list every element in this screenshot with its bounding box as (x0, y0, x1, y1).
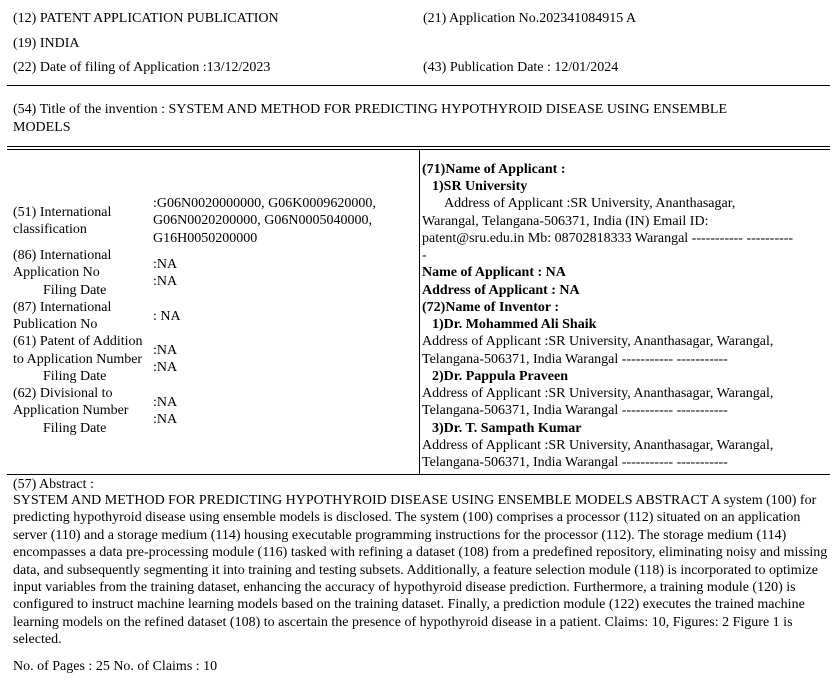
invention-title-line2: MODELS (13, 120, 71, 135)
field-86-value-2: :NA (153, 274, 178, 289)
column-divider (419, 149, 420, 474)
abstract-heading: (57) Abstract : (13, 477, 94, 492)
inventor-heading: (72)Name of Inventor : (422, 300, 559, 315)
header-divider (7, 85, 830, 86)
field-61-label: (61) Patent of Addition (13, 334, 143, 349)
inventor-2-address-line2: Telangana-506371, India Warangal ----------- ----------- (422, 403, 728, 418)
inventor-1-address-line2: Telangana-506371, India Warangal ----------- ----------- (422, 352, 728, 367)
field-51-label: (51) International (13, 205, 112, 220)
inventor-2-address-line1: Address of Applicant :SR University, Ananthasagar, Warangal, (422, 386, 774, 401)
inventor-2-name: 2)Dr. Pappula Praveen (432, 369, 568, 384)
field-86-label: (86) International (13, 248, 112, 263)
inventor-3-address-line1: Address of Applicant :SR University, Ananthasagar, Warangal, (422, 438, 774, 453)
applicant-address-line4: - (422, 248, 427, 263)
field-62-label-3: Filing Date (43, 421, 107, 436)
field-51-value-3: G16H0050200000 (153, 231, 258, 246)
field-87-value: : NA (153, 309, 181, 324)
field-87-label-2: Publication No (13, 317, 98, 332)
name-of-applicant-na: Name of Applicant : NA (422, 265, 566, 280)
publication-type: (12) PATENT APPLICATION PUBLICATION (13, 11, 279, 26)
applicant-heading: (71)Name of Applicant : (422, 162, 566, 177)
field-51-value-2: G06N0020200000, G06N0005040000, (153, 213, 372, 228)
invention-title-line1: (54) Title of the invention : SYSTEM AND METHOD FOR PREDICTING HYPOTHYROID DISEASE USING ENSEMBLE (13, 102, 728, 117)
applicant-address-line3: patent@sru.edu.in Mb: 08702818333 Warangal ----------- ---------- (422, 231, 794, 246)
inventor-3-name: 3)Dr. T. Sampath Kumar (432, 421, 582, 436)
field-86-value: :NA (153, 257, 178, 272)
abstract-divider (7, 474, 830, 475)
field-62-label: (62) Divisional to (13, 386, 113, 401)
field-61-value: :NA (153, 343, 178, 358)
field-86-label-3: Filing Date (43, 283, 107, 298)
field-61-label-2: to Application Number (13, 352, 143, 367)
inventor-1-name: 1)Dr. Mohammed Ali Shaik (432, 317, 597, 332)
field-86-label-2: Application No (13, 265, 100, 280)
applicant-address-line1: Address of Applicant :SR University, Ananthasagar, (444, 196, 736, 211)
abstract-body: SYSTEM AND METHOD FOR PREDICTING HYPOTHYROID DISEASE USING ENSEMBLE MODELS ABSTRACT A system (100) for predicting hypothyroid disease using ensemble models is disclosed. The system (100) comprises a processor (112) situated on an application server (110) and a storage medium (114) housing executable programming instructions for the processor (112). The storage medium (114) encompasses a data pre-processing module (116) tasked with refining a dataset (108) from a predefined repository, eliminating noisy and missing data, and subsequently segmenting it into training and testing subsets. Additionally, a feature selection module (118) is incorporated to optimize input variables from the training dataset, enhancing the accuracy of hypothyroid disease prediction. Furthermore, a training module (120) is configured to instruct machine learning models based on the training dataset. Finally, a prediction module (122) executes the trained machine learning models on the refined dataset (108) to ascertain the presence of hypothyroid disease in a patient. Claims: 10, Figures: 2 Figure 1 is selected. (13, 493, 828, 648)
inventor-1-address-line1: Address of Applicant :SR University, Ananthasagar, Warangal, (422, 334, 774, 349)
application-number: (21) Application No.202341084915 A (423, 11, 637, 26)
field-51-value: :G06N0020000000, G06K0009620000, (153, 196, 376, 211)
address-of-applicant-na: Address of Applicant : NA (422, 283, 580, 298)
field-62-label-2: Application Number (13, 403, 129, 418)
applicant-name: 1)SR University (432, 179, 528, 194)
field-51-label-2: classification (13, 222, 87, 237)
applicant-address-line2: Warangal, Telangana-506371, India (IN) Email ID: (422, 214, 709, 229)
field-62-value: :NA (153, 395, 178, 410)
country: (19) INDIA (13, 36, 80, 51)
title-divider-top (7, 146, 830, 147)
filing-date: (22) Date of filing of Application :13/12/2023 (13, 60, 271, 75)
inventor-3-address-line2: Telangana-506371, India Warangal ----------- ----------- (422, 455, 728, 470)
publication-date: (43) Publication Date : 12/01/2024 (423, 60, 619, 75)
field-87-label: (87) International (13, 300, 112, 315)
pages-and-claims: No. of Pages : 25 No. of Claims : 10 (13, 659, 218, 674)
field-62-value-2: :NA (153, 412, 178, 427)
field-61-value-2: :NA (153, 360, 178, 375)
field-61-label-3: Filing Date (43, 369, 107, 384)
